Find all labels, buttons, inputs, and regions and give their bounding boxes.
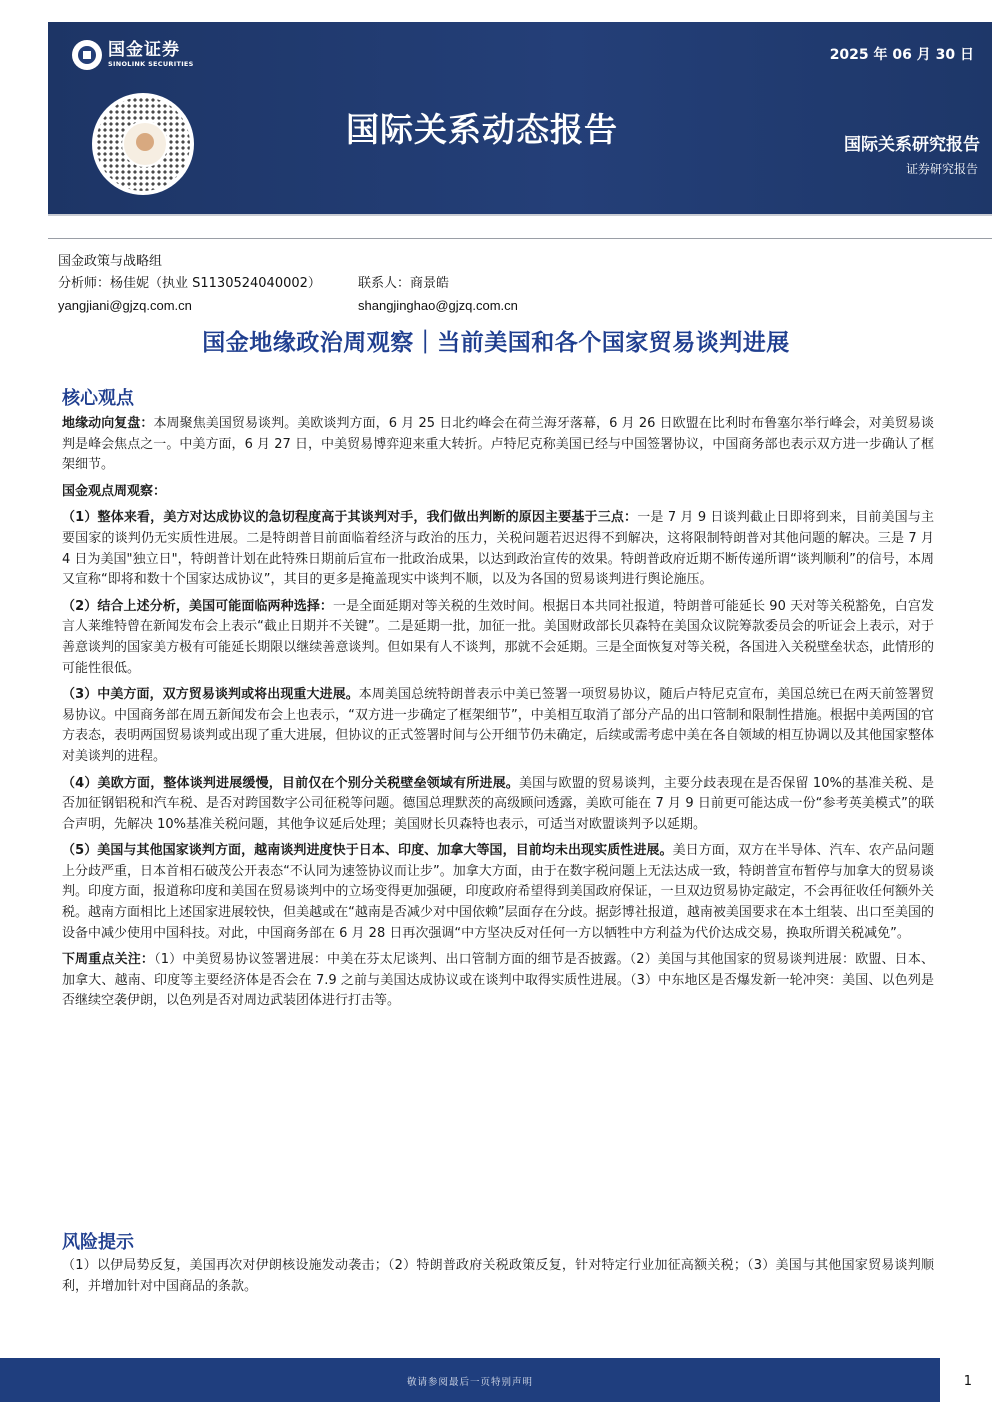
core-body: [62, 414, 934, 1018]
paragraph-lead: 国金观点周观察：: [62, 483, 167, 499]
paragraph: 地缘动向复盘：本周聚焦美国贸易谈判。美欧谈判方面，6 月 25 日北约峰会在荷兰海牙落幕，6 月 26 日欧盟在比利时布鲁塞尔举行峰会，对美贸易谈判是峰会焦点之一。中美方面，6 月 27 日，中美贸易博弈迎来重大转折。卢特尼克称美国已经与中国签署协议，中国商务部也表示双方进一步确认了框架细节。: [62, 416, 934, 473]
analyst-email[interactable]: yangjiani@gjzq.com.cn: [58, 298, 192, 313]
contact-email[interactable]: shangjinghao@gjzq.com.cn: [358, 298, 518, 313]
page-number: 1: [963, 1374, 972, 1389]
company-logo: [72, 40, 194, 70]
paragraph: 下周重点关注：（1）中美贸易协议签署进展：中美在芬太尼谈判、出口管制方面的细节是否披露。（2）美国与其他国家的贸易谈判进展：欧盟、日本、加拿大、越南、印度等主要经济体是否会在 7.9 之前与美国达成协议或在谈判中取得实质性进展。（3）中东地区是否爆发新一轮冲突：美国、以色列是否继续空袭伊朗，以色列是否对周边武装团体进行打击等。: [62, 952, 934, 1009]
analyst-info: 分析师：杨佳妮（执业 S1130524040002）: [58, 276, 321, 291]
section-heading-core: 核心观点: [62, 388, 134, 409]
report-date: 2025 年 06 月 30 日: [829, 47, 974, 63]
report-category: 国际关系研究报告: [844, 135, 980, 155]
paragraph: （4）美欧方面，整体谈判进展缓慢，目前仅在个别分关税壁垒领域有所进展。美国与欧盟的贸易谈判，主要分歧表现在是否保留 10%的基准关税、是否加征钢铝税和汽车税、是否对跨国数字公司征税等问题。德国总理默茨的高级顾问透露，美欧可能在 7 月 9 日前更可能达成一份“参考英美模式”的联合声明，先解决 10%基准关税问题，其他争议延后处理；美国财长贝森特也表示，可适当对欧盟谈判予以延期。: [62, 775, 935, 832]
footer-note: 敬请参阅最后一页特别声明: [406, 1377, 533, 1388]
logo-name-en: SINOLINK SECURITIES: [108, 60, 194, 68]
banner-divider: [48, 214, 992, 216]
paragraph: （1）整体来看，美方对达成协议的急切程度高于其谈判对手，我们做出判断的原因主要基于三点：一是 7 月 9 日谈判截止日即将到来，目前美国与主要国家的谈判仍无实质性进展。二是特朗普目前面临着经济与政治的压力，关税问题若迟迟得不到解决，这将限制特朗普对其他问题的解决。三是 7 月 4 日为美国"独立日"，特朗普计划在此特殊日期前后宣布一批政治成果，以达到政治宣传的效果。特朗普政府近期不断传递所谓“谈判顺利”的信号，本周又宣称“即将和数十个国家达成协议”，其目的更多是掩盖现实中谈判不顺，以及为各国的贸易谈判进行舆论施压。: [62, 510, 935, 588]
author-block: [58, 251, 518, 317]
paragraph: （5）美国与其他国家谈判方面，越南谈判进度快于日本、印度、加拿大等国，目前均未出现实质性进展。美日方面，双方在半导体、汽车、农产品问题上分歧严重，日本首相石破茂公开表态“不认同为速签协议而让步”。加拿大方面，由于在数字税问题上无法达成一致，特朗普宣布暂停与加拿大的贸易谈判。印度方面，报道称印度和美国在贸易谈判中的立场变得更加强硬，印度政府希望得到美国政府保证，一旦双边贸易协定敲定，不会再征收任何额外关税。越南方面相比上述国家进展较快，但美越或在“越南是否减少对中国依赖”层面存在分歧。据彭博社报道，越南被美国要求在本土组装、出口至美国的设备中减少使用中国科技。对此，中国商务部在 6 月 28 日再次强调“中方坚决反对任何一方以牺牲中方利益为代价达成交易，换取所谓关税减免”。: [62, 843, 934, 941]
report-title: 国际关系动态报告: [346, 110, 618, 149]
qr-code-icon: [92, 93, 194, 195]
divider: [48, 238, 992, 239]
logo-mark-icon: [72, 40, 102, 70]
risk-body: （1）以伊局势反复，美国再次对伊朗核设施发动袭击；（2）特朗普政府关税政策反复，针对特定行业加征高额关税；（3）美国与其他国家贸易谈判顺利，并增加针对中国商品的条款。: [62, 1258, 934, 1294]
team-name: 国金政策与战略组: [58, 254, 163, 269]
paragraph: （3）中美方面，双方贸易谈判或将出现重大进展。本周美国总统特朗普表示中美已签署一项贸易协议，随后卢特尼克宣布，美国总统已在两天前签署贸易协议。中国商务部在周五新闻发布会上也表示，“双方进一步确定了框架细节”，中美相互取消了部分产品的出口管制和限制性措施。根据中美两国的官方表态，表明两国贸易谈判或出现了重大进展，但协议的正式签署时间与公开细节仍未确定，后续或需考虑中美在各自领域的相互协调以及其他国家整体对美谈判的进程。: [62, 687, 934, 764]
report-subcategory: 证券研究报告: [905, 162, 978, 176]
contact-info: 联系人：商景皓: [358, 276, 450, 291]
section-heading-risk: 风险提示: [62, 1232, 134, 1253]
logo-name-cn: 国金证券: [108, 40, 180, 60]
headline: 国金地缘政治周观察｜当前美国和各个国家贸易谈判进展: [202, 330, 790, 356]
paragraph: （2）结合上述分析，美国可能面临两种选择：一是全面延期对等关税的生效时间。根据日本共同社报道，特朗普可能延长 90 天对等关税豁免，白宫发言人莱维特曾在新闻发布会上表示“截止日期并不关键”。二是延期一批，加征一批。美国财政部长贝森特在美国众议院筹款委员会的听证会上表示，对于善意谈判的国家美方极有可能延长期限以继续善意谈判。但如果有人不谈判，那就不会延期。三是全面恢复对等关税，各国进入关税壁垒状态，此情形的可能性很低。: [62, 598, 934, 676]
